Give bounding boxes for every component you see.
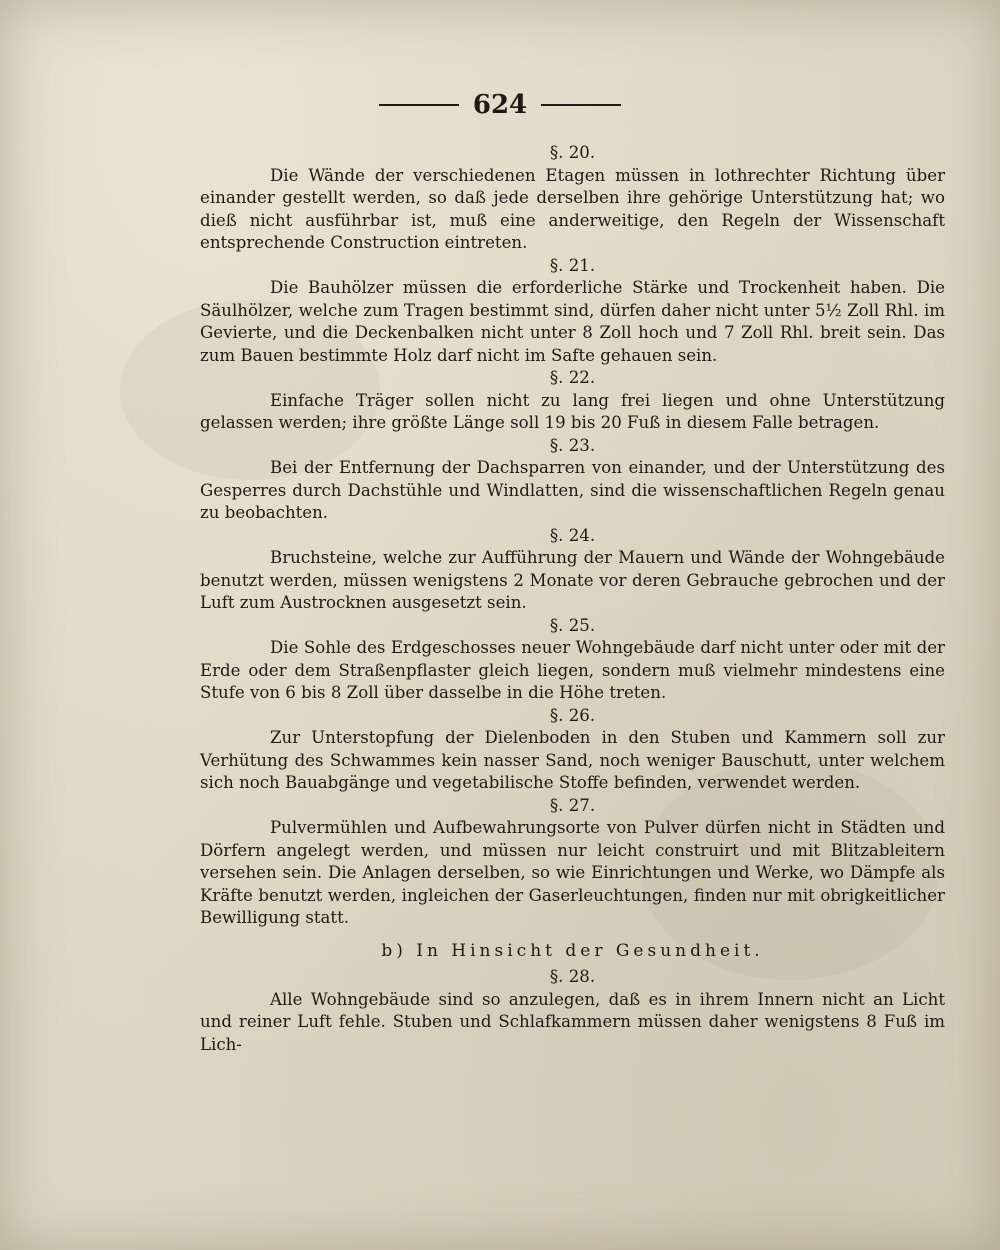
- paragraph: Einfache Träger sollen nicht zu lang frei liegen und ohne Unterstützung gelassen werden; ihre größte Länge soll 19 bis 20 Fuß in diesem Falle betragen.: [200, 390, 945, 432]
- section-number: §. 28.: [549, 967, 596, 986]
- paragraph: Die Sohle des Erdgeschosses neuer Wohngebäude darf nicht unter oder mit der Erde oder dem Straßenpflaster gleich liegen, sondern muß vielmehr mindestens eine Stufe von 6 bis 8 Zoll über dasselbe in die Höhe treten.: [200, 638, 945, 702]
- section-number: §. 26.: [549, 705, 596, 725]
- body-text: [200, 142, 945, 1056]
- paragraph: Zur Unterstopfung der Dielenboden in den Stuben und Kammern soll zur Verhütung des Schwammes kein nasser Sand, noch weniger Bauschutt, unter welchem sich noch Bauabgänge und vegetabilische Stoffe befinden, verwendet werden.: [200, 728, 945, 792]
- section-number: §. 21.: [549, 255, 596, 275]
- paragraph: Alle Wohngebäude sind so anzulegen, daß es in ihrem Innern nicht an Licht und reiner Luft fehle. Stuben und Schlafkammern müssen daher wenigstens 8 Fuß im Lich-: [200, 989, 945, 1054]
- paragraph: Die Bauhölzer müssen die erforderliche Stärke und Trockenheit haben. Die Säulhölzer, welche zum Tragen bestimmt sind, dürfen daher nicht unter 5½ Zoll Rhl. im Gevierte, und die Deckenbalken nicht unter 8 Zoll hoch und 7 Zoll Rhl. breit sein. Das zum Bauen bestimmte Holz darf nicht im Safte gehauen sein.: [200, 278, 945, 365]
- section-number: §. 22.: [549, 368, 596, 387]
- header-rule-right: [541, 104, 621, 106]
- paragraph: Die Wände der verschiedenen Etagen müssen in lothrechter Richtung über einander gestellt werden, so daß jede derselben ihre gehörige Unterstützung hat; wo dieß nicht ausführbar ist, muß eine anderweitige, den Regeln der Wissenschaft entsprechende Construction eintreten.: [200, 165, 945, 252]
- page-number: 624: [472, 90, 528, 120]
- section-number: §. 25.: [549, 615, 596, 635]
- paragraph: Bei der Entfernung der Dachsparren von einander, und der Unterstützung des Gesperres durch Dachstühle und Windlatten, sind die wissenschaftlichen Regeln genau zu beobachten.: [200, 458, 945, 522]
- section-number: §. 27.: [549, 795, 596, 815]
- header-rule-left: [379, 104, 459, 106]
- subheading: b) In Hinsicht der Gesundheit.: [381, 940, 764, 961]
- paragraph: Pulvermühlen und Aufbewahrungsorte von Pulver dürfen nicht in Städten und Dörfern angelegt werden, und müssen nur leicht construirt und mit Blitzableitern versehen sein. Die Anlagen derselben, so wie Einrichtungen und Werke, wo Dämpfe als Kräfte benutzt werden, ingleichen der Gaserleuchtungen, finden nur mit obrigkeitlicher Bewilligung statt.: [200, 818, 945, 927]
- paragraph: Bruchsteine, welche zur Aufführung der Mauern und Wände der Wohngebäude benutzt werden, müssen wenigstens 2 Monate vor deren Gebrauche gebrochen und der Luft zum Austrocknen ausgesetzt sein.: [200, 548, 945, 612]
- section-number: §. 24.: [549, 525, 596, 545]
- section-number: §. 20.: [549, 143, 596, 162]
- page-header: [0, 90, 1000, 120]
- section-number: §. 23.: [549, 435, 596, 455]
